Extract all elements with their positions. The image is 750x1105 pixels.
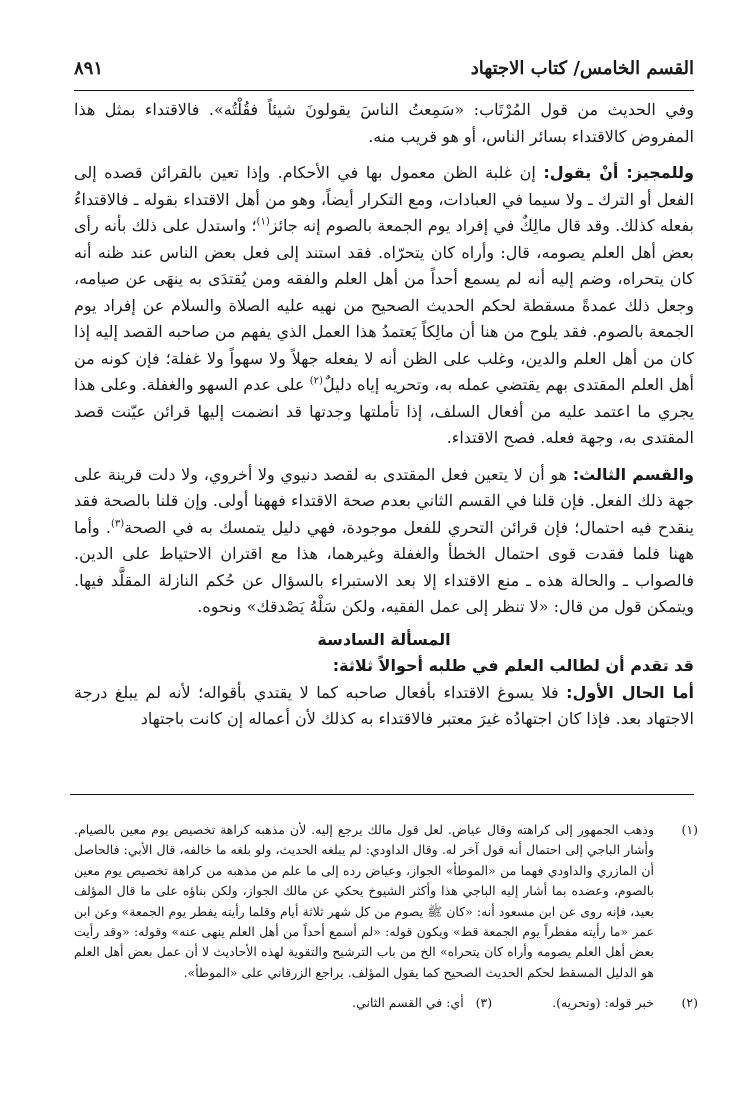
paragraph-2: وللمجيز: أنْ يقول: إن غلبة الظن معمول بها في الأحكام. وإذا تعين بالقرائن قصده إلى الفعل أو الترك ـ ولا سيما في العبادات، ومع التكرار أيضاً، وهو من أهل الاقتداء بقوله ـ فالاقتداءُ بفعله كذلك. وقد قال مالِكٌ في إفراد يوم الجمعة بالصوم إنه جائز$^{(١)}$؛ واستدل على ذلك بأنه رأى بعض أهل العلم يصومه، قال: وأراه كان يتحرّاه. فقد استند إلى فعل بعض الناس عند ظنه أنه كان يتحراه، وضم إليه أنه لم يسمع أحداً من أهل العلم والفقه ومن يُقتدَى به ينهَى عن صيامه، وجعل ذلك عمدةً مسقطة لحكم الحديث الصحيح من نهيه عليه الصلاة والسلام عن إفراد يوم الجمعة بالصوم. فقد يلوح من هنا أن مالِكاً يَعتمدُ هذا العمل الذي يفهم من صاحبه القصد إليه إذا كان من أهل العلم والدين، وغلب على الظن أنه لا يفعله جهلاً ولا سهواً ولا غفلة؛ فإن كونه من أهل العلم المقتدى بهم يقتضي عمله به، وتحريه إياه دليلٌ$^{(٢)}$ على عدم السهو والغفلة. وعلى هذا يجري ما اعتمد عليه من أفعال السلف، إذا تأملتها وجدتها قد انضمت إليها قرائن عيّنت قصد المقتدى به، وجهة فعله. فصح الاقتداء. (74, 163, 695, 447)
footnote-2-text: خبر قوله: (وتحريه). (552, 995, 654, 1011)
footnote-ref-1[interactable]: (١) (256, 216, 270, 228)
footnote-3-number: (٣) (475, 995, 493, 1011)
paragraph-5-lead: أما الحال الأول: (566, 682, 695, 702)
footnote-1 (74, 820, 698, 983)
footnote-ref-3[interactable]: (٣) (110, 518, 125, 530)
header-title: القسم الخامس/ كتاب الاجتهاد (470, 58, 694, 79)
section-title: المسألة السادسة (317, 629, 451, 649)
main-text (74, 97, 694, 733)
footnote-3 (352, 993, 492, 1013)
header-rule (74, 90, 694, 91)
paragraph-4: قد تقدم أن لطالب العلم في طلبه أحوالاً ثلاثة: (332, 656, 694, 675)
page-number: ٨٩١ (74, 58, 104, 79)
footnotes-2-3 (74, 993, 698, 1013)
footnote-3-text: أي: في القسم الثاني. (352, 995, 464, 1011)
paragraph-5: أما الحال الأول: فلا يسوغ الاقتداء بأفعال صاحبه كما لا يقتدي بأقواله؛ لأنه لم يبلغ درجة الاجتهاد بعد. فإذا كان اجتهادُه غيرَ معتبر فالاقتداء به كذلك لأن أعماله إن كانت باجتهاد (74, 682, 695, 728)
footnote-1-text: وذهب الجمهور إلى كراهته وقال عياض. لعل قول مالك يرجع إليه. لأن مذهبه كراهة تخصيص يوم معين بالصيام. وأشار الباجي إلى احتمال أنه قول آخر له. وقال الداودي: لم يبلغه الحديث، ولو بلغه ما خالفه، قال الأبي: فالحاصل أن المازري والداودي فهما من «الموطأ» الجواز، وعياض رده إلى ما علم من مذهبه من كراهة تخصيص يوم معين بالصوم، وعضده بما أشار إليه الباجي هذا وأكثر الشيوخ يحكي عن مالك الجواز، ولكن بناؤه على ما قال المؤلف بعيد، فإنه روى عن ابن مسعود أنه: «كان ﷺ يصوم من كل شهر ثلاثة أيام وقلما رأيته يفطر يوم الجمعة» وعن ابن عمر «ما رأيته مفطراً يوم الجمعة قط» ويكون قوله: «لم أسمع أحداً من أهل العلم ينهى عنه» وقوله: «وقد رأيت بعض أهل العلم يصومه وأراه كان يتحراه» الخ من باب الترشيح والتقوية لهذه الأحاديث لا أن عمل بعض أهل العلم هو الدليل المسقط لحكم الحديث الصحيح كما يقول المؤلف. يراجع الزرقاني على «الموطأ». (74, 822, 654, 980)
paragraph-3: والقسم الثالث: هو أن لا يتعين فعل المقتدى به لقصد دنيوي ولا أخروي، ولا دلت قرينة على جهة ذلك الفعل. فإن قلنا في القسم الثاني بعدم صحة الاقتداء فههنا أولى. وإن قلنا بالصحة فقد ينقدح فيه احتمال؛ فإن قرائن التحري للفعل موجودة، فهي دليل يتمسك به في الصحة$^{(٣)}$. وأما ههنا فلما فقدت قوى احتمال الخطأ والغفلة وغيرهما، هذا مع اقتران الاحتياط على الدين. فالصواب ـ والحالة هذه ـ منع الاقتداء إلا بعد الاستبراء بالسؤال عن حُكم النازلة المقلَّد فيها. ويتمكن قول من قال: «لا تنظر إلى عمل الفقيه، ولكن سَلْهُ يَصْدقك» ونحوه. (74, 464, 695, 616)
footnote-1-number: (١) (681, 822, 698, 837)
running-header (74, 58, 694, 88)
footnote-ref-2[interactable]: (٢) (309, 375, 323, 387)
footnotes (74, 820, 698, 1014)
paragraph-2-lead: وللمجيز: أنْ يقول: (543, 163, 694, 182)
footnote-rule (70, 794, 694, 795)
footnote-2-number: (٢) (681, 995, 698, 1011)
paragraph-1: وفي الحديث من قول المُرْتَاب: «سَمِعتُ الناسَ يقولونَ شيئاً فقُلْتُه». فالاقتداء بمثل هذا المفروض كالاقتداء بسائر الناس، أو هو قريب منه. (74, 100, 694, 146)
paragraph-3-lead: والقسم الثالث: (572, 464, 694, 484)
